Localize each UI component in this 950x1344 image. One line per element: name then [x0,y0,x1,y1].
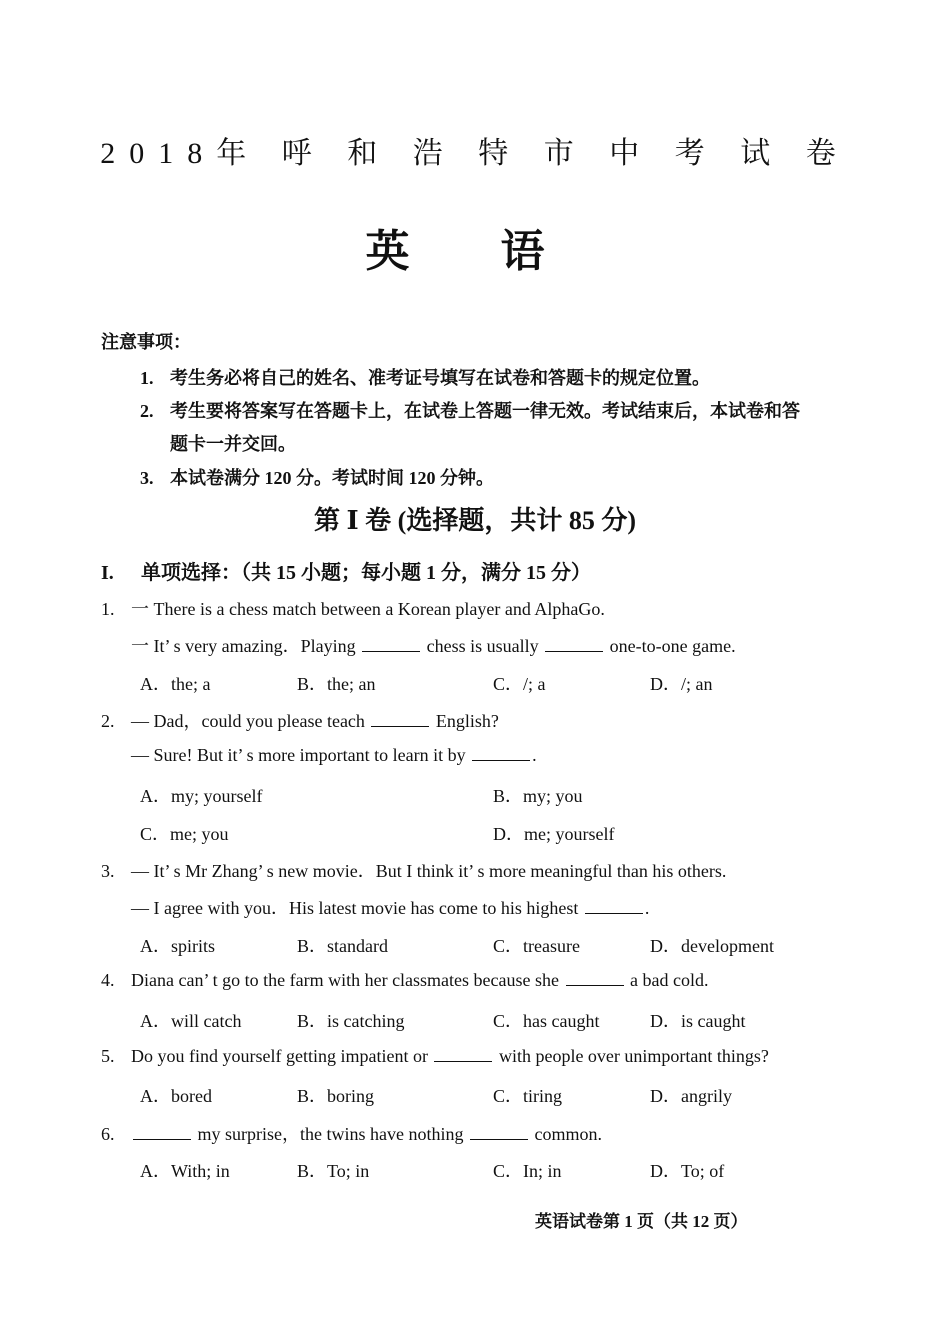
question-2-option-d: D．me; yourself [493,824,615,844]
question-1-option-a: A．the; a [140,674,211,694]
question-3-option-a: A．spirits [140,936,216,956]
page-footer: 英语试卷第 1 页（共 12 页） [535,1212,748,1231]
question-2-option-b: B．my; you [493,786,583,806]
note-3: 3. 本试卷满分 120 分。考试时间 120 分钟。 [140,468,494,488]
question-3-line-2: — I agree with you．His latest movie has come to his highest . [131,898,650,918]
question-4-option-c: C．has caught [493,1011,600,1031]
question-4-line-1: 4. Diana can’ t go to the farm with her classmates because she a bad cold. [101,970,709,990]
question-6-option-a: A．With; in [140,1161,230,1181]
answer-blank [133,1123,191,1140]
question-5-option-c: C．tiring [493,1086,563,1106]
answer-blank [362,635,420,652]
question-6-line-1: 6. my surprise，the twins have nothing common. [101,1124,602,1144]
question-1-option-d: D．/; an [650,674,713,694]
note-1: 1. 考生务必将自己的姓名、准考证号填写在试卷和答题卡的规定位置。 [140,368,710,388]
note-2-continuation: 题卡一并交回。 [170,434,296,454]
question-2-option-c: C．me; you [140,824,229,844]
section-title: I. 单项选择：（共 15 小题；每小题 1 分，满分 15 分） [101,562,591,584]
answer-blank [472,744,530,761]
question-3-option-d: D．development [650,936,774,956]
part-title: 第 Ⅰ 卷 (选择题，共计 85 分) [314,506,636,535]
question-3-line-1: 3. — It’ s Mr Zhang’ s new movie．But I think it’ s more meaningful than his others. [101,861,727,881]
question-2-line-2: — Sure! But it’ s more important to learn it by . [131,745,537,765]
answer-blank [545,635,603,652]
question-4-option-b: B．is catching [297,1011,405,1031]
question-6-option-d: D．To; of [650,1161,725,1181]
answer-blank [371,710,429,727]
question-5-option-d: D．angrily [650,1086,732,1106]
question-6-option-c: C．In; in [493,1161,562,1181]
question-4-option-d: D．is caught [650,1011,746,1031]
answer-blank [585,897,643,914]
question-1-option-b: B．the; an [297,674,376,694]
question-3-option-b: B．standard [297,936,388,956]
answer-blank [566,969,624,986]
question-2-line-1: 2. — Dad，could you please teach English? [101,711,499,731]
question-6-option-b: B．To; in [297,1161,370,1181]
subject-title: 英 语 [365,227,585,276]
answer-blank [470,1123,528,1140]
question-3-option-c: C．treasure [493,936,580,956]
answer-blank [434,1045,492,1062]
question-1-option-c: C．/; a [493,674,546,694]
notes-heading: 注意事项： [101,332,191,352]
question-5-line-1: 5. Do you find yourself getting impatient or with people over unimportant things? [101,1046,769,1066]
note-2: 2. 考生要将答案写在答题卡上，在试卷上答题一律无效。考试结束后，本试卷和答 [140,401,800,421]
question-5-option-a: A．bored [140,1086,212,1106]
question-4-option-a: A．will catch [140,1011,242,1031]
exam-title: 2018年 呼 和 浩 特 市 中 考 试 卷 [100,137,850,170]
question-5-option-b: B．boring [297,1086,375,1106]
question-1-line-2: 一 It’ s very amazing．Playing chess is usually one-to-one game. [131,636,736,656]
question-2-option-a: A．my; yourself [140,786,263,806]
question-1-line-1: 1. 一 There is a chess match between a Korean player and AlphaGo. [101,599,605,619]
